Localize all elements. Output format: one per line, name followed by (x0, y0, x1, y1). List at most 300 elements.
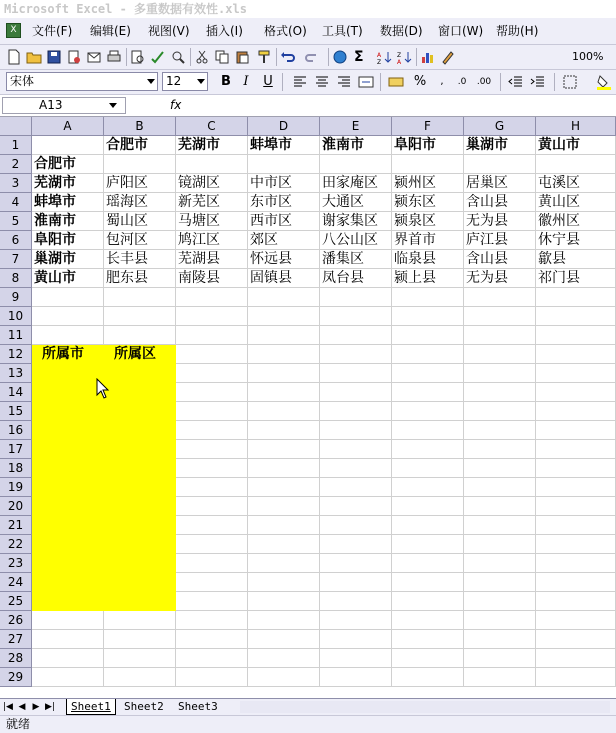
autosum-icon[interactable]: Σ (354, 49, 364, 65)
horizontal-scrollbar[interactable] (240, 701, 610, 713)
cell-f27[interactable] (392, 630, 464, 649)
cell-e5[interactable]: 谢家集区 (320, 212, 392, 231)
cell-f29[interactable] (392, 668, 464, 687)
cell-a24[interactable] (32, 573, 104, 592)
cell-d7[interactable]: 怀远县 (248, 250, 320, 269)
zoom-value[interactable]: 100% (572, 50, 604, 63)
cell-c12[interactable] (176, 345, 248, 364)
row-header-26[interactable]: 26 (0, 611, 32, 630)
cell-d23[interactable] (248, 554, 320, 573)
cell-e12[interactable] (320, 345, 392, 364)
cell-g16[interactable] (464, 421, 536, 440)
row-header-23[interactable]: 23 (0, 554, 32, 573)
align-center-icon[interactable] (314, 74, 330, 90)
cell-b21[interactable] (104, 516, 176, 535)
row-header-27[interactable]: 27 (0, 630, 32, 649)
sort-ascending-icon[interactable] (376, 49, 392, 65)
cell-a23[interactable] (32, 554, 104, 573)
research-icon[interactable] (170, 49, 186, 65)
worksheet-grid[interactable] (0, 117, 616, 698)
cell-a8[interactable]: 黄山市 (32, 269, 104, 288)
row-header-8[interactable]: 8 (0, 269, 32, 288)
cell-g15[interactable] (464, 402, 536, 421)
cell-e2[interactable] (320, 155, 392, 174)
chart-wizard-icon[interactable] (420, 49, 436, 65)
row-header-14[interactable]: 14 (0, 383, 32, 402)
row-header-5[interactable]: 5 (0, 212, 32, 231)
cell-f25[interactable] (392, 592, 464, 611)
column-header-e[interactable]: E (320, 117, 392, 136)
cell-d8[interactable]: 固镇县 (248, 269, 320, 288)
cell-b7[interactable]: 长丰县 (104, 250, 176, 269)
cell-e14[interactable] (320, 383, 392, 402)
cell-a13[interactable] (32, 364, 104, 383)
row-header-24[interactable]: 24 (0, 573, 32, 592)
borders-icon[interactable] (562, 74, 578, 90)
cell-h4[interactable]: 黄山区 (536, 193, 616, 212)
drawing-icon[interactable] (440, 49, 456, 65)
row-header-22[interactable]: 22 (0, 535, 32, 554)
cell-a12[interactable]: 所属市 (32, 345, 104, 364)
cell-a29[interactable] (32, 668, 104, 687)
menu-file[interactable]: 文件(F) (32, 24, 73, 38)
cell-d18[interactable] (248, 459, 320, 478)
increase-decimal-icon[interactable]: .0 (457, 77, 467, 87)
cell-d3[interactable]: 中市区 (248, 174, 320, 193)
cell-g5[interactable]: 无为县 (464, 212, 536, 231)
next-sheet-icon[interactable]: ▶ (32, 702, 40, 712)
cell-c6[interactable]: 鸠江区 (176, 231, 248, 250)
column-header-c[interactable]: C (176, 117, 248, 136)
cell-b3[interactable]: 庐阳区 (104, 174, 176, 193)
cell-a10[interactable] (32, 307, 104, 326)
cell-d4[interactable]: 东市区 (248, 193, 320, 212)
cell-h29[interactable] (536, 668, 616, 687)
cell-c21[interactable] (176, 516, 248, 535)
row-header-15[interactable]: 15 (0, 402, 32, 421)
cell-h14[interactable] (536, 383, 616, 402)
cell-g7[interactable]: 含山县 (464, 250, 536, 269)
cell-f8[interactable]: 颍上县 (392, 269, 464, 288)
cell-b11[interactable] (104, 326, 176, 345)
cell-e21[interactable] (320, 516, 392, 535)
cell-b8[interactable]: 肥东县 (104, 269, 176, 288)
currency-icon[interactable] (388, 74, 404, 90)
cell-f20[interactable] (392, 497, 464, 516)
cell-b1[interactable]: 合肥市 (104, 136, 176, 155)
cell-c3[interactable]: 镜湖区 (176, 174, 248, 193)
cell-f10[interactable] (392, 307, 464, 326)
menu-tools[interactable]: 工具(T) (322, 24, 363, 38)
cell-g10[interactable] (464, 307, 536, 326)
cell-h10[interactable] (536, 307, 616, 326)
cell-b26[interactable] (104, 611, 176, 630)
cell-c16[interactable] (176, 421, 248, 440)
cell-b22[interactable] (104, 535, 176, 554)
save-icon[interactable] (46, 49, 62, 65)
cell-f17[interactable] (392, 440, 464, 459)
cell-g26[interactable] (464, 611, 536, 630)
row-header-21[interactable]: 21 (0, 516, 32, 535)
cell-g27[interactable] (464, 630, 536, 649)
cell-b28[interactable] (104, 649, 176, 668)
row-header-11[interactable]: 11 (0, 326, 32, 345)
cell-d22[interactable] (248, 535, 320, 554)
cell-e19[interactable] (320, 478, 392, 497)
menu-window[interactable]: 窗口(W) (438, 24, 484, 38)
cell-e25[interactable] (320, 592, 392, 611)
cell-d11[interactable] (248, 326, 320, 345)
cell-d27[interactable] (248, 630, 320, 649)
column-header-f[interactable]: F (392, 117, 464, 136)
cell-g6[interactable]: 庐江县 (464, 231, 536, 250)
sort-descending-icon[interactable] (396, 49, 412, 65)
cell-c9[interactable] (176, 288, 248, 307)
cell-d16[interactable] (248, 421, 320, 440)
cell-e23[interactable] (320, 554, 392, 573)
cell-b15[interactable] (104, 402, 176, 421)
cell-c26[interactable] (176, 611, 248, 630)
cell-e9[interactable] (320, 288, 392, 307)
cell-a25[interactable] (32, 592, 104, 611)
cell-e10[interactable] (320, 307, 392, 326)
redo-icon[interactable] (304, 49, 320, 65)
cell-g3[interactable]: 居巢区 (464, 174, 536, 193)
cell-d28[interactable] (248, 649, 320, 668)
cell-h6[interactable]: 休宁县 (536, 231, 616, 250)
column-header-b[interactable]: B (104, 117, 176, 136)
row-header-1[interactable]: 1 (0, 136, 32, 155)
cell-h13[interactable] (536, 364, 616, 383)
cell-f4[interactable]: 颍东区 (392, 193, 464, 212)
cell-h22[interactable] (536, 535, 616, 554)
cell-g9[interactable] (464, 288, 536, 307)
row-header-18[interactable]: 18 (0, 459, 32, 478)
cell-d15[interactable] (248, 402, 320, 421)
cell-b17[interactable] (104, 440, 176, 459)
cell-h21[interactable] (536, 516, 616, 535)
cell-c28[interactable] (176, 649, 248, 668)
cell-d21[interactable] (248, 516, 320, 535)
cell-h15[interactable] (536, 402, 616, 421)
cell-a28[interactable] (32, 649, 104, 668)
cell-g2[interactable] (464, 155, 536, 174)
cell-a22[interactable] (32, 535, 104, 554)
email-icon[interactable] (86, 49, 102, 65)
print-preview-icon[interactable] (130, 49, 146, 65)
formula-input[interactable] (190, 97, 610, 114)
cell-c5[interactable]: 马塘区 (176, 212, 248, 231)
cell-g20[interactable] (464, 497, 536, 516)
font-size-select[interactable] (162, 72, 208, 91)
cell-f1[interactable]: 阜阳市 (392, 136, 464, 155)
cell-h8[interactable]: 祁门县 (536, 269, 616, 288)
cell-e15[interactable] (320, 402, 392, 421)
cell-c2[interactable] (176, 155, 248, 174)
cell-f2[interactable] (392, 155, 464, 174)
menu-help[interactable]: 帮助(H) (496, 24, 539, 38)
cell-d14[interactable] (248, 383, 320, 402)
cell-h3[interactable]: 屯溪区 (536, 174, 616, 193)
cell-a5[interactable]: 淮南市 (32, 212, 104, 231)
cell-h27[interactable] (536, 630, 616, 649)
cell-d6[interactable]: 郊区 (248, 231, 320, 250)
cell-f12[interactable] (392, 345, 464, 364)
cut-icon[interactable] (194, 49, 210, 65)
cell-f18[interactable] (392, 459, 464, 478)
row-header-13[interactable]: 13 (0, 364, 32, 383)
cell-c10[interactable] (176, 307, 248, 326)
decrease-decimal-icon[interactable]: .00 (476, 77, 492, 87)
cell-c23[interactable] (176, 554, 248, 573)
cell-h11[interactable] (536, 326, 616, 345)
print-icon[interactable] (106, 49, 122, 65)
cell-c14[interactable] (176, 383, 248, 402)
cell-d19[interactable] (248, 478, 320, 497)
last-sheet-icon[interactable]: ▶| (45, 702, 55, 712)
cell-b5[interactable]: 蜀山区 (104, 212, 176, 231)
cell-f21[interactable] (392, 516, 464, 535)
cell-a1[interactable] (32, 136, 104, 155)
sheet-tab-sheet2[interactable]: Sheet2 (124, 700, 164, 713)
cell-f7[interactable]: 临泉县 (392, 250, 464, 269)
cell-a21[interactable] (32, 516, 104, 535)
hyperlink-icon[interactable] (332, 49, 348, 65)
cell-f6[interactable]: 界首市 (392, 231, 464, 250)
cell-h28[interactable] (536, 649, 616, 668)
cell-h17[interactable] (536, 440, 616, 459)
row-header-29[interactable]: 29 (0, 668, 32, 687)
cell-c27[interactable] (176, 630, 248, 649)
cell-h24[interactable] (536, 573, 616, 592)
cell-f26[interactable] (392, 611, 464, 630)
paste-icon[interactable] (234, 49, 250, 65)
cell-c25[interactable] (176, 592, 248, 611)
cell-d10[interactable] (248, 307, 320, 326)
cell-d29[interactable] (248, 668, 320, 687)
align-left-icon[interactable] (292, 74, 308, 90)
cell-c4[interactable]: 新芜区 (176, 193, 248, 212)
cell-b27[interactable] (104, 630, 176, 649)
cell-e20[interactable] (320, 497, 392, 516)
cell-h16[interactable] (536, 421, 616, 440)
cell-b20[interactable] (104, 497, 176, 516)
fill-color-icon[interactable] (596, 74, 612, 90)
align-right-icon[interactable] (336, 74, 352, 90)
row-header-4[interactable]: 4 (0, 193, 32, 212)
sheet-tab-sheet3[interactable]: Sheet3 (178, 700, 218, 713)
cell-e24[interactable] (320, 573, 392, 592)
cell-b19[interactable] (104, 478, 176, 497)
percent-button[interactable]: % (413, 74, 427, 89)
cell-b10[interactable] (104, 307, 176, 326)
cell-g24[interactable] (464, 573, 536, 592)
cell-f13[interactable] (392, 364, 464, 383)
cell-g18[interactable] (464, 459, 536, 478)
cell-f11[interactable] (392, 326, 464, 345)
cell-f23[interactable] (392, 554, 464, 573)
cell-c20[interactable] (176, 497, 248, 516)
cell-h7[interactable]: 歙县 (536, 250, 616, 269)
cell-b25[interactable] (104, 592, 176, 611)
cell-d24[interactable] (248, 573, 320, 592)
cell-h23[interactable] (536, 554, 616, 573)
cell-g1[interactable]: 巢湖市 (464, 136, 536, 155)
cell-e3[interactable]: 田家庵区 (320, 174, 392, 193)
cell-g13[interactable] (464, 364, 536, 383)
cell-g12[interactable] (464, 345, 536, 364)
row-header-2[interactable]: 2 (0, 155, 32, 174)
cell-c24[interactable] (176, 573, 248, 592)
row-header-25[interactable]: 25 (0, 592, 32, 611)
cell-h26[interactable] (536, 611, 616, 630)
cell-d20[interactable] (248, 497, 320, 516)
undo-icon[interactable] (280, 49, 296, 65)
cell-b6[interactable]: 包河区 (104, 231, 176, 250)
prev-sheet-icon[interactable]: ◀ (18, 702, 26, 712)
cell-a18[interactable] (32, 459, 104, 478)
column-header-d[interactable]: D (248, 117, 320, 136)
cell-d9[interactable] (248, 288, 320, 307)
cell-a16[interactable] (32, 421, 104, 440)
cell-a4[interactable]: 蚌埠市 (32, 193, 104, 212)
column-header-h[interactable]: H (536, 117, 616, 136)
row-header-28[interactable]: 28 (0, 649, 32, 668)
cell-b16[interactable] (104, 421, 176, 440)
cell-f9[interactable] (392, 288, 464, 307)
cell-e18[interactable] (320, 459, 392, 478)
cell-b18[interactable] (104, 459, 176, 478)
cell-e26[interactable] (320, 611, 392, 630)
row-header-17[interactable]: 17 (0, 440, 32, 459)
permission-icon[interactable] (66, 49, 82, 65)
cell-a17[interactable] (32, 440, 104, 459)
row-header-16[interactable]: 16 (0, 421, 32, 440)
cell-f24[interactable] (392, 573, 464, 592)
cell-b12[interactable]: 所属区 (104, 345, 176, 364)
cell-c7[interactable]: 芜湖县 (176, 250, 248, 269)
cell-d12[interactable] (248, 345, 320, 364)
menu-format[interactable]: 格式(O) (264, 24, 307, 38)
first-sheet-icon[interactable]: |◀ (3, 702, 13, 712)
cell-h20[interactable] (536, 497, 616, 516)
format-painter-icon[interactable] (256, 49, 272, 65)
cell-d5[interactable]: 西市区 (248, 212, 320, 231)
cell-a3[interactable]: 芜湖市 (32, 174, 104, 193)
copy-icon[interactable] (214, 49, 230, 65)
cell-d1[interactable]: 蚌埠市 (248, 136, 320, 155)
cell-f5[interactable]: 颍泉区 (392, 212, 464, 231)
name-box[interactable] (2, 97, 126, 114)
cell-b14[interactable] (104, 383, 176, 402)
cell-b13[interactable] (104, 364, 176, 383)
cell-g21[interactable] (464, 516, 536, 535)
cell-a2[interactable]: 合肥市 (32, 155, 104, 174)
cell-b24[interactable] (104, 573, 176, 592)
cell-e22[interactable] (320, 535, 392, 554)
decrease-indent-icon[interactable] (508, 74, 524, 90)
cell-b9[interactable] (104, 288, 176, 307)
cell-h18[interactable] (536, 459, 616, 478)
cell-a14[interactable] (32, 383, 104, 402)
cell-g28[interactable] (464, 649, 536, 668)
italic-button[interactable]: I (243, 74, 249, 89)
menu-data[interactable]: 数据(D) (380, 24, 423, 38)
cell-h9[interactable] (536, 288, 616, 307)
merge-center-icon[interactable] (358, 74, 374, 90)
cell-b29[interactable] (104, 668, 176, 687)
cell-e8[interactable]: 凤台县 (320, 269, 392, 288)
cell-d13[interactable] (248, 364, 320, 383)
cell-a19[interactable] (32, 478, 104, 497)
cell-f28[interactable] (392, 649, 464, 668)
sheet-tab-sheet1[interactable]: Sheet1 (66, 699, 116, 715)
cell-a15[interactable] (32, 402, 104, 421)
cell-h1[interactable]: 黄山市 (536, 136, 616, 155)
cell-h12[interactable] (536, 345, 616, 364)
row-header-9[interactable]: 9 (0, 288, 32, 307)
cell-e6[interactable]: 八公山区 (320, 231, 392, 250)
cell-f22[interactable] (392, 535, 464, 554)
column-header-g[interactable]: G (464, 117, 536, 136)
menu-view[interactable]: 视图(V) (148, 24, 190, 38)
cell-f3[interactable]: 颍州区 (392, 174, 464, 193)
cell-a20[interactable] (32, 497, 104, 516)
cell-c17[interactable] (176, 440, 248, 459)
cell-a9[interactable] (32, 288, 104, 307)
row-header-6[interactable]: 6 (0, 231, 32, 250)
row-header-19[interactable]: 19 (0, 478, 32, 497)
cell-c18[interactable] (176, 459, 248, 478)
cell-e29[interactable] (320, 668, 392, 687)
cell-e28[interactable] (320, 649, 392, 668)
cell-d25[interactable] (248, 592, 320, 611)
row-header-10[interactable]: 10 (0, 307, 32, 326)
menu-edit[interactable]: 编辑(E) (90, 24, 131, 38)
cell-d26[interactable] (248, 611, 320, 630)
comma-style-button[interactable]: , (440, 76, 444, 87)
cell-b23[interactable] (104, 554, 176, 573)
cell-h25[interactable] (536, 592, 616, 611)
select-all-corner[interactable] (0, 117, 32, 136)
font-name-select[interactable] (6, 72, 158, 91)
cell-c11[interactable] (176, 326, 248, 345)
cell-g8[interactable]: 无为县 (464, 269, 536, 288)
cell-c8[interactable]: 南陵县 (176, 269, 248, 288)
cell-e1[interactable]: 淮南市 (320, 136, 392, 155)
insert-function-button[interactable]: fx (170, 98, 182, 112)
cell-b2[interactable] (104, 155, 176, 174)
cell-c13[interactable] (176, 364, 248, 383)
cell-c19[interactable] (176, 478, 248, 497)
cell-h5[interactable]: 徽州区 (536, 212, 616, 231)
cell-e7[interactable]: 潘集区 (320, 250, 392, 269)
cell-f19[interactable] (392, 478, 464, 497)
open-folder-icon[interactable] (26, 49, 42, 65)
cell-f16[interactable] (392, 421, 464, 440)
cell-g17[interactable] (464, 440, 536, 459)
cell-e11[interactable] (320, 326, 392, 345)
cell-a11[interactable] (32, 326, 104, 345)
underline-button[interactable]: U (263, 74, 273, 89)
row-header-3[interactable]: 3 (0, 174, 32, 193)
new-document-icon[interactable] (6, 49, 22, 65)
cell-c15[interactable] (176, 402, 248, 421)
cell-e4[interactable]: 大通区 (320, 193, 392, 212)
cell-e13[interactable] (320, 364, 392, 383)
column-header-a[interactable]: A (32, 117, 104, 136)
cell-c22[interactable] (176, 535, 248, 554)
